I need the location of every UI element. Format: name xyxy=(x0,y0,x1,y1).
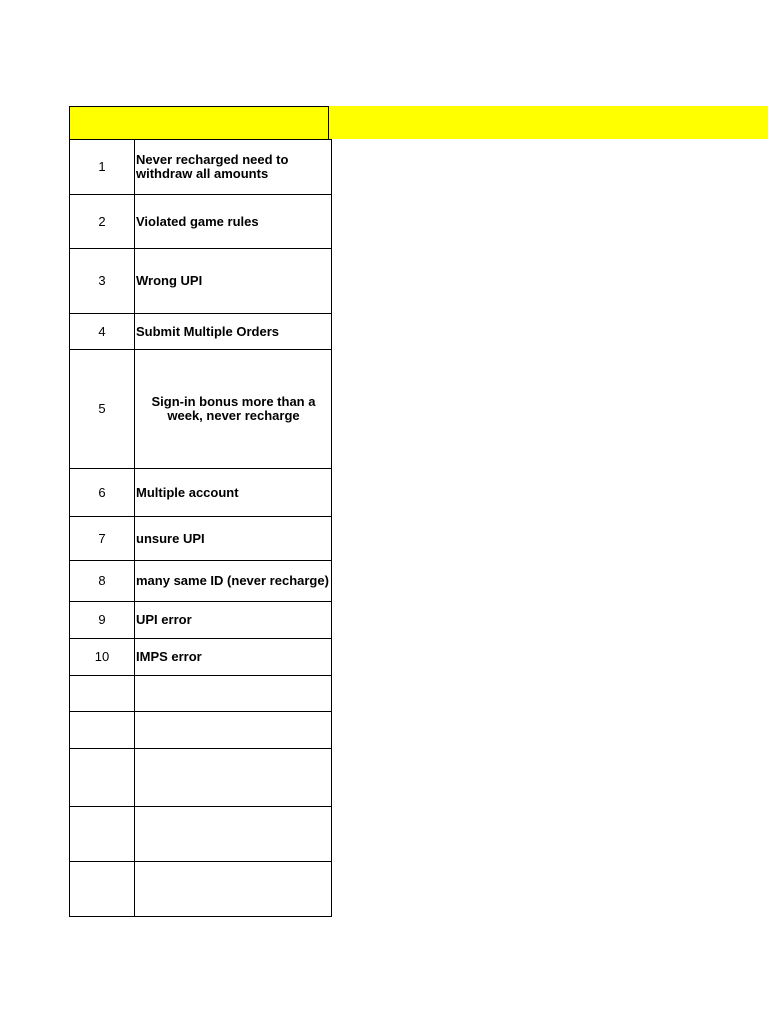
empty-row xyxy=(70,862,332,917)
empty-cell xyxy=(135,676,332,712)
empty-cell xyxy=(135,862,332,917)
row-number: 3 xyxy=(70,249,135,314)
row-number: 2 xyxy=(70,195,135,249)
table-row xyxy=(70,639,332,676)
row-number: 10 xyxy=(70,639,135,676)
row-description: IMPS error xyxy=(135,639,332,676)
row-description: unsure UPI xyxy=(135,517,332,561)
table-row xyxy=(70,249,332,314)
empty-row xyxy=(70,749,332,807)
row-description: Sign-in bonus more than a week, never recharge xyxy=(135,350,332,469)
table-row xyxy=(70,314,332,350)
row-description: many same ID (never recharge) xyxy=(135,561,332,602)
row-number: 9 xyxy=(70,602,135,639)
table-row xyxy=(70,517,332,561)
table-row xyxy=(70,140,332,195)
empty-cell xyxy=(70,712,135,749)
rules-table xyxy=(69,139,332,917)
row-number: 4 xyxy=(70,314,135,350)
empty-cell xyxy=(135,712,332,749)
table-row xyxy=(70,561,332,602)
empty-cell xyxy=(70,749,135,807)
table-row xyxy=(70,602,332,639)
row-number: 8 xyxy=(70,561,135,602)
empty-cell xyxy=(70,807,135,862)
row-number: 7 xyxy=(70,517,135,561)
row-description: Violated game rules xyxy=(135,195,332,249)
row-number: 5 xyxy=(70,350,135,469)
row-description: Wrong UPI xyxy=(135,249,332,314)
empty-row xyxy=(70,676,332,712)
row-description: Submit Multiple Orders xyxy=(135,314,332,350)
header-cell xyxy=(69,106,329,139)
empty-cell xyxy=(70,862,135,917)
empty-row xyxy=(70,807,332,862)
empty-cell xyxy=(135,807,332,862)
row-number: 1 xyxy=(70,140,135,195)
table-row xyxy=(70,350,332,469)
row-description: Multiple account xyxy=(135,469,332,517)
row-number: 6 xyxy=(70,469,135,517)
empty-row xyxy=(70,712,332,749)
row-description: UPI error xyxy=(135,602,332,639)
row-description: Never recharged need to withdraw all amounts xyxy=(135,140,332,195)
empty-cell xyxy=(70,676,135,712)
empty-cell xyxy=(135,749,332,807)
table-row xyxy=(70,469,332,517)
table-row xyxy=(70,195,332,249)
